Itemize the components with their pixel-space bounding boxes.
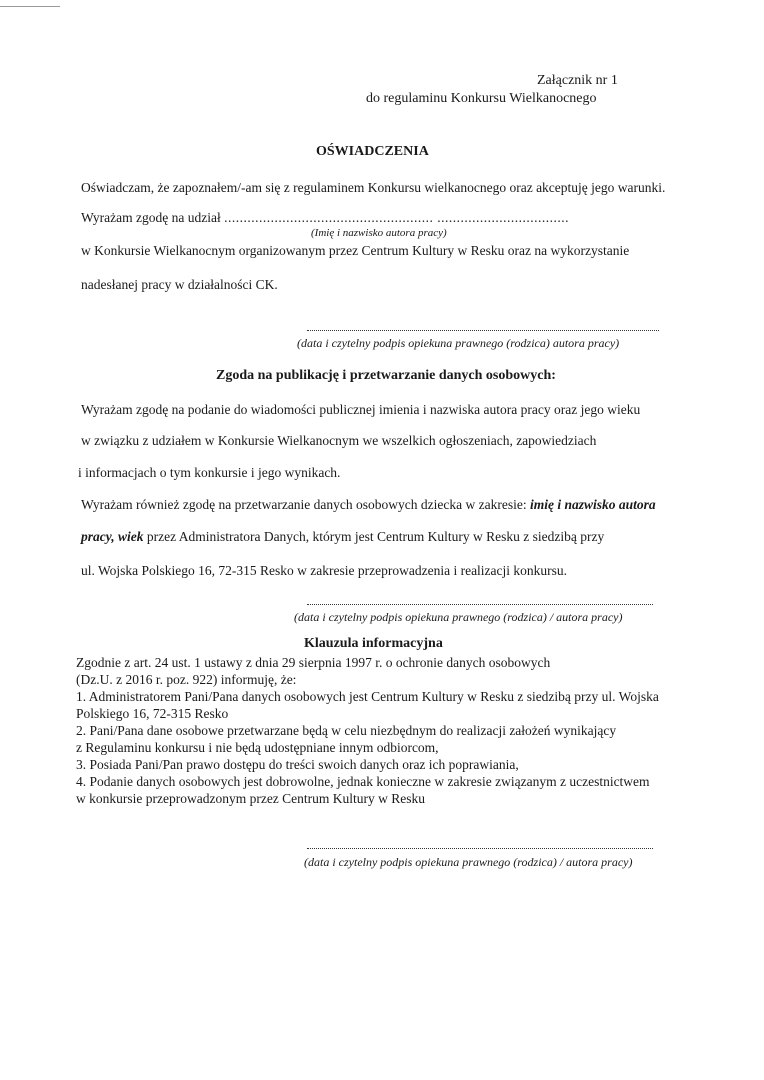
klauzula-line-2: (Dz.U. z 2016 r. poz. 922) informuję, że: bbox=[76, 672, 297, 687]
consent-prefix: Wyrażam zgodę na udział bbox=[81, 210, 221, 225]
publication-line-5 bbox=[81, 529, 604, 545]
attachment-number: Załącznik nr 1 bbox=[537, 73, 618, 88]
signature-line-1 bbox=[307, 330, 659, 331]
klauzula-line-6: z Regulaminu konkursu i nie będą udostępniane innym odbiorcom, bbox=[76, 740, 439, 755]
publication-line-2: w związku z udziałem w Konkursie Wielkanocnym we wszelkich ogłoszeniach, zapowiedziach bbox=[81, 433, 597, 448]
signature-caption-3: (data i czytelny podpis opiekuna prawnego (rodzica) / autora pracy) bbox=[304, 855, 633, 869]
consent-line-2: w Konkursie Wielkanocnym organizowanym przez Centrum Kultury w Resku oraz na wykorzystanie bbox=[81, 243, 630, 258]
publication-scope-bold: imię i nazwisko autora bbox=[529, 497, 656, 512]
klauzula-line-4: Polskiego 16, 72-315 Resko bbox=[76, 706, 229, 721]
klauzula-heading: Klauzula informacyjna bbox=[304, 636, 443, 651]
klauzula-line-8: 4. Podanie danych osobowych jest dobrowolne, jednak konieczne w zakresie związanym z uczestnictwem bbox=[76, 774, 650, 789]
publication-line-5-text: przez Administratora Danych, którym jest Centrum Kultury w Resku z siedzibą przy bbox=[143, 529, 605, 544]
publication-line-4 bbox=[81, 497, 656, 513]
publication-line-4-text: Wyrażam również zgodę na przetwarzanie danych osobowych dziecka w zakresie: bbox=[81, 497, 530, 512]
signature-line-2 bbox=[307, 604, 653, 605]
klauzula-line-7: 3. Posiada Pani/Pan prawo dostępu do treści swoich danych oraz ich poprawiania, bbox=[76, 757, 519, 772]
signature-line-3 bbox=[307, 848, 653, 849]
consent-line bbox=[81, 210, 569, 226]
name-fill-line: ...................................................... .................................. bbox=[224, 210, 569, 225]
klauzula-line-3: 1. Administratorem Pani/Pana danych osobowych jest Centrum Kultury w Resku z siedzibą przy ul. Wojska bbox=[76, 689, 659, 704]
signature-caption-1: (data i czytelny podpis opiekuna prawnego (rodzica) autora pracy) bbox=[297, 336, 620, 350]
klauzula-line-1: Zgodnie z art. 24 ust. 1 ustawy z dnia 29 sierpnia 1997 r. o ochronie danych osobowych bbox=[76, 655, 551, 670]
attachment-subtitle: do regulaminu Konkursu Wielkanocnego bbox=[366, 91, 597, 106]
klauzula-line-9: w konkursie przeprowadzonym przez Centrum Kultury w Resku bbox=[76, 791, 426, 806]
publication-heading: Zgoda na publikację i przetwarzanie danych osobowych: bbox=[216, 368, 556, 383]
name-field-hint: (Imię i nazwisko autora pracy) bbox=[311, 227, 447, 239]
publication-scope-bold-2: pracy, wiek bbox=[81, 529, 144, 544]
klauzula-line-5: 2. Pani/Pana dane osobowe przetwarzane będą w celu niezbędnym do realizacji założeń wynikający bbox=[76, 723, 617, 738]
statement-regulations: Oświadczam, że zapoznałem/-am się z regulaminem Konkursu wielkanocnego oraz akceptuję jego warunki. bbox=[81, 180, 666, 195]
publication-line-6: ul. Wojska Polskiego 16, 72-315 Resko w zakresie przeprowadzenia i realizacji konkursu. bbox=[81, 563, 568, 578]
publication-line-1: Wyrażam zgodę na podanie do wiadomości publicznej imienia i nazwiska autora pracy oraz jego wieku bbox=[81, 402, 641, 417]
publication-line-3: i informacjach o tym konkursie i jego wynikach. bbox=[78, 465, 341, 480]
page-title: OŚWIADCZENIA bbox=[316, 144, 429, 159]
signature-caption-2: (data i czytelny podpis opiekuna prawnego (rodzica) / autora pracy) bbox=[294, 610, 623, 624]
scan-artifact bbox=[0, 6, 60, 7]
consent-line-3: nadesłanej pracy w działalności CK. bbox=[81, 277, 278, 292]
